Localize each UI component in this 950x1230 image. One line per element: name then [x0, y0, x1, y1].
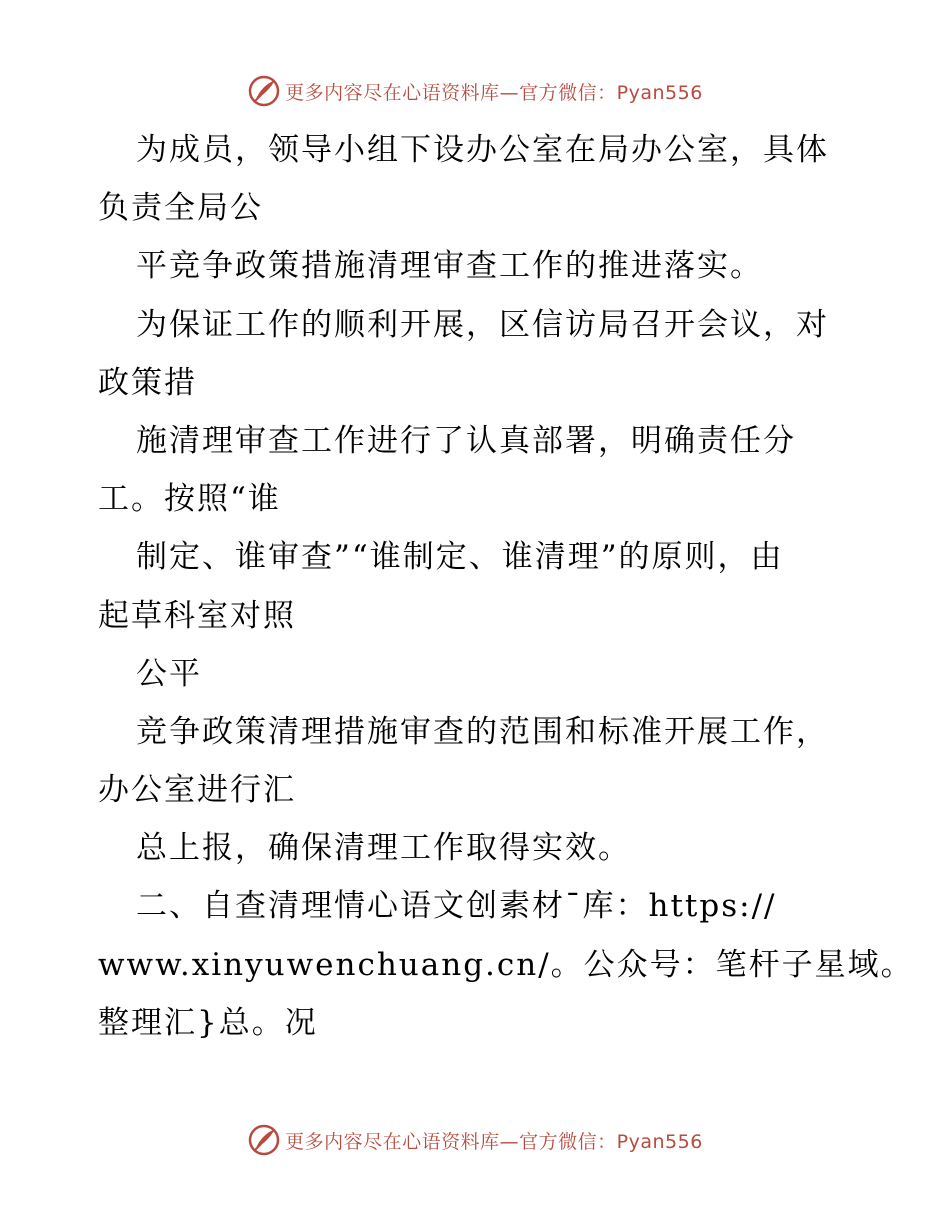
text-line: 工。按照“谁	[98, 481, 281, 518]
text-line: 竞争政策清理措施审查的范围和标准开展工作，	[136, 713, 829, 750]
text-line: 平竞争政策措施清理审查工作的推进落实。	[136, 248, 763, 285]
text-line: 为保证工作的顺利开展，区信访局召开会议，对	[136, 306, 829, 343]
feather-pen-logo-icon	[247, 74, 281, 108]
feather-pen-logo-icon	[247, 1123, 281, 1157]
text-line: 为成员，领导小组下设办公室在局办公室，具体	[136, 132, 829, 168]
text-line: 负责全局公	[98, 190, 263, 227]
text-line: 公平	[136, 655, 202, 692]
footer-watermark	[0, 1120, 950, 1160]
watermark-text: 更多内容尽在心语资料库—官方微信：Pyan556	[285, 81, 703, 104]
text-line: 二、自查清理情心语文创素材¯库：https://	[136, 888, 777, 925]
text-line: 制定、谁审查”“谁制定、谁清理”的原则，由	[136, 539, 784, 576]
text-line: 起草科室对照	[98, 597, 296, 634]
text-line: 政策措	[98, 364, 197, 401]
header-watermark	[0, 71, 950, 111]
text-line: 整理汇}总。况	[98, 1004, 318, 1041]
text-line: 施清理审查工作进行了认真部署，明确责任分	[136, 422, 796, 459]
text-line: 办公室进行汇	[98, 772, 296, 809]
document-body	[98, 121, 914, 1052]
watermark-text: 更多内容尽在心语资料库—官方微信：Pyan556	[285, 1130, 703, 1153]
text-line: 总上报，确保清理工作取得实效。	[136, 830, 631, 867]
text-line: www.xinyuwenchuang.cn/。公众号：笔杆子星域。	[98, 946, 914, 983]
